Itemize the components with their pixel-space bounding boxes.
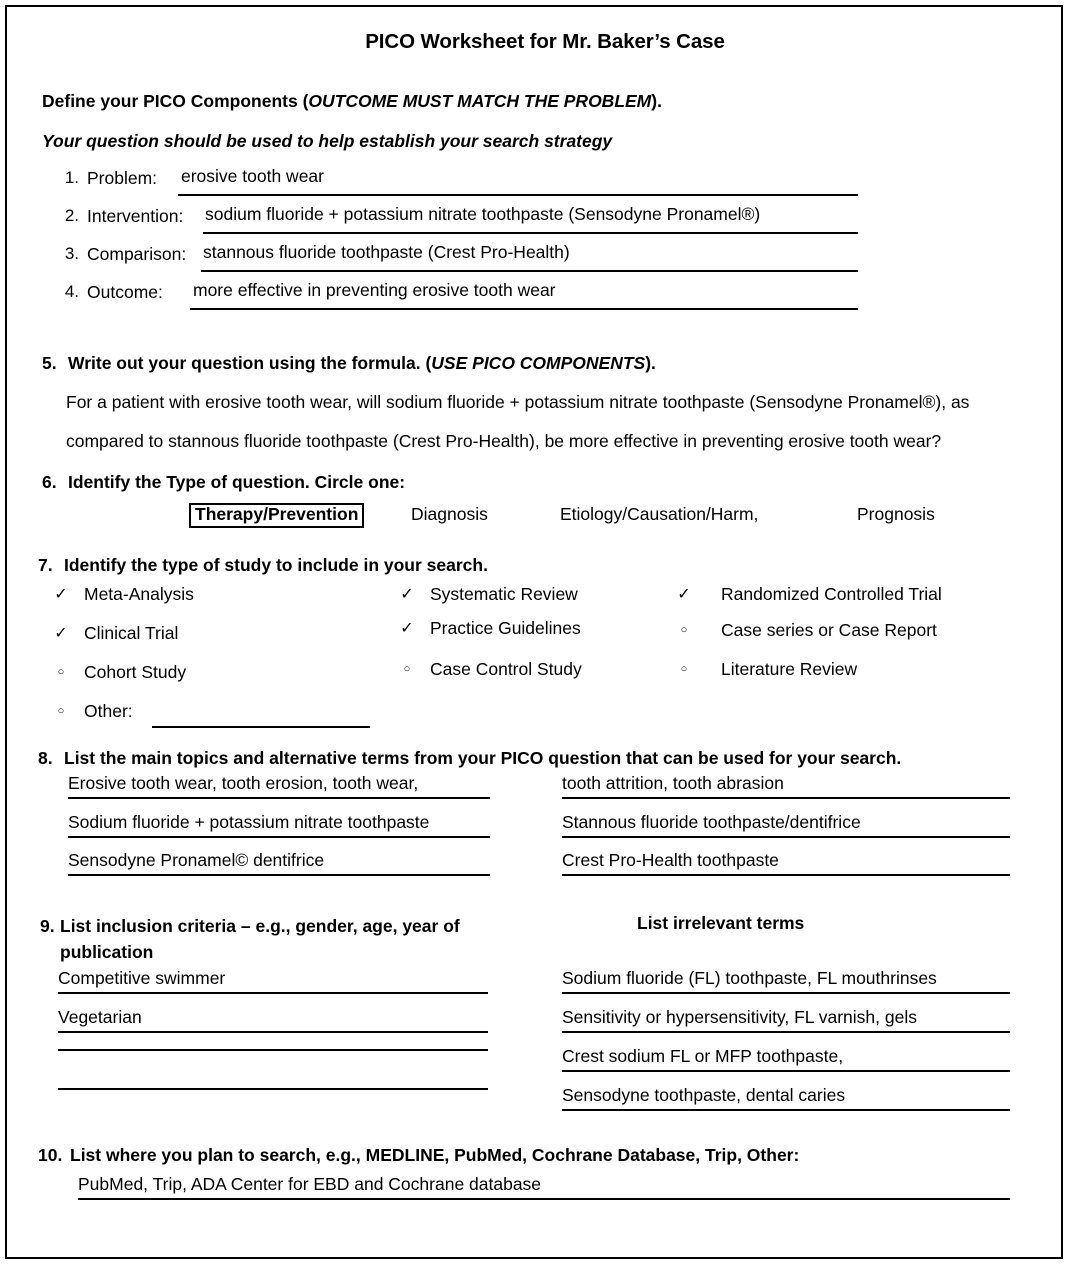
pico-value-problem: erosive tooth wear (181, 166, 324, 186)
question-7-number: 7. (38, 555, 53, 575)
q8-left-term-2[interactable]: Sodium fluoride + potassium nitrate toothpaste (68, 812, 490, 838)
question-7-heading (38, 555, 1080, 576)
pico-row-problem (0, 168, 1080, 206)
question-5-number: 5. (42, 353, 57, 373)
empty-circle-icon: ○ (680, 624, 688, 636)
question-6-option-prognosis[interactable]: Prognosis (857, 504, 935, 524)
pico-components-list (0, 168, 1080, 320)
q8-right-term-1[interactable]: tooth attrition, tooth abrasion (562, 773, 1010, 799)
q9-irrelevant-4[interactable]: Sensodyne toothpaste, dental caries (562, 1085, 1010, 1111)
question-6-heading-text: Identify the Type of question. Circle one: (68, 472, 406, 492)
empty-circle-icon: ○ (57, 666, 65, 678)
intro-search-strategy: Your question should be used to help establish your search strategy (42, 131, 613, 151)
checkmark-icon: ✓ (54, 586, 68, 603)
question-9-heading (40, 913, 510, 965)
q9-inclusion-1[interactable]: Competitive swimmer (58, 968, 488, 994)
pico-row-intervention (0, 206, 1080, 244)
q9-irrelevant-1[interactable]: Sodium fluoride (FL) toothpaste, FL mouthrinses (562, 968, 1010, 994)
pico-field-comparison[interactable] (201, 244, 858, 272)
checkmark-icon: ✓ (400, 620, 414, 637)
q7-label-case-series: Case series or Case Report (721, 620, 937, 640)
question-7-heading-text: Identify the type of study to include in your search. (64, 555, 488, 575)
question-9-heading-line1: List inclusion criteria – e.g., gender, age, year of (60, 916, 460, 936)
q9-inclusion-2[interactable]: Vegetarian (58, 1007, 488, 1033)
question-10-answer-block (0, 1174, 1080, 1224)
pico-label-outcome: Outcome: (87, 282, 163, 302)
checkmark-icon: ✓ (54, 625, 68, 642)
pico-label-comparison: Comparison: (87, 244, 187, 264)
empty-circle-icon: ○ (403, 663, 411, 675)
question-10-number: 10. (38, 1145, 63, 1165)
q7-label-case-control-study: Case Control Study (430, 659, 582, 679)
pico-field-problem[interactable] (178, 168, 858, 196)
pico-number: 1. (64, 168, 79, 187)
q7-label-practice-guidelines: Practice Guidelines (430, 618, 581, 638)
q8-right-term-2[interactable]: Stannous fluoride toothpaste/dentifrice (562, 812, 1010, 838)
question-8-number: 8. (38, 748, 53, 768)
page-title: PICO Worksheet for Mr. Baker’s Case (365, 30, 725, 53)
question-6-heading (42, 472, 1080, 493)
empty-circle-icon: ○ (57, 705, 65, 717)
question-8-term-grid (0, 773, 1080, 885)
pico-label-problem: Problem: (87, 168, 158, 188)
q7-label-other: Other: (84, 701, 133, 721)
q7-label-literature-review: Literature Review (721, 659, 858, 679)
pico-value-comparison: stannous fluoride toothpaste (Crest Pro-Health) (203, 242, 570, 262)
question-5-heading (42, 353, 1080, 374)
q9-inclusion-4[interactable] (58, 1085, 488, 1090)
pico-value-intervention: sodium fluoride + potassium nitrate toothpaste (Sensodyne Pronamel®) (205, 204, 761, 224)
question-9-block (0, 913, 1080, 1143)
q8-left-term-1[interactable]: Erosive tooth wear, tooth erosion, tooth wear, (68, 773, 490, 799)
q9-inclusion-3[interactable] (58, 1046, 488, 1051)
question-6-number: 6. (42, 472, 57, 492)
question-9-number: 9. (40, 916, 55, 936)
q9-irrelevant-3[interactable]: Crest sodium FL or MFP toothpaste, (562, 1046, 1010, 1072)
pico-row-outcome (0, 282, 1080, 320)
question-5-heading-emphasis: USE PICO COMPONENTS (431, 353, 646, 373)
question-5-heading-tail: ). (645, 353, 656, 373)
question-10-heading (38, 1145, 1080, 1166)
q7-other-input[interactable] (152, 726, 370, 728)
question-6-option-diagnosis[interactable]: Diagnosis (411, 504, 488, 524)
empty-circle-icon: ○ (680, 663, 688, 675)
checkmark-icon: ✓ (677, 586, 691, 603)
intro-define-tail: ). (651, 91, 662, 111)
question-8-heading-text: List the main topics and alternative terms from your PICO question that can be used for your search. (64, 748, 902, 768)
intro-define-plain: Define your PICO Components ( (42, 91, 309, 111)
checkmark-icon: ✓ (400, 586, 414, 603)
pico-field-outcome[interactable] (190, 282, 858, 310)
q7-label-clinical-trial: Clinical Trial (84, 623, 179, 643)
pico-field-intervention[interactable] (203, 206, 858, 234)
q7-label-cohort-study: Cohort Study (84, 662, 187, 682)
pico-number: 2. (64, 206, 79, 225)
question-10-heading-text: List where you plan to search, e.g., MEDLINE, PubMed, Cochrane Database, Trip, Other: (70, 1145, 800, 1165)
question-9-heading-line2: publication (60, 942, 154, 962)
intro-define-emphasis: OUTCOME MUST MATCH THE PROBLEM (308, 91, 652, 111)
pico-number: 3. (64, 244, 79, 263)
q8-right-term-3[interactable]: Crest Pro-Health toothpaste (562, 850, 1010, 876)
q7-label-randomized-controlled-trial: Randomized Controlled Trial (721, 584, 942, 604)
question-5-heading-plain: Write out your question using the formula. ( (68, 353, 432, 373)
question-9-right-heading: List irrelevant terms (637, 913, 805, 933)
q8-left-term-3[interactable]: Sensodyne Pronamel© dentifrice (68, 850, 490, 876)
q7-label-systematic-review: Systematic Review (430, 584, 578, 604)
pico-row-comparison (0, 244, 1080, 282)
question-6-option-therapy-prevention[interactable]: Therapy/Prevention (189, 503, 364, 528)
question-8-heading (38, 748, 1080, 769)
pico-value-outcome: more effective in preventing erosive tooth wear (193, 280, 556, 300)
question-6-option-etiology[interactable]: Etiology/Causation/Harm, (560, 504, 759, 524)
question-5-answer[interactable]: For a patient with erosive tooth wear, will sodium fluoride + potassium nitrate toothpaste (Sensodyne Pronamel®), as compared to stannous fluoride toothpaste (Crest Pro-Health), be more effective in preventing erosive tooth wear? (66, 392, 970, 451)
q7-label-meta-analysis: Meta-Analysis (84, 584, 194, 604)
question-6-options (0, 504, 1080, 540)
question-7-study-type-grid (0, 582, 1080, 734)
q9-irrelevant-2[interactable]: Sensitivity or hypersensitivity, FL varnish, gels (562, 1007, 1010, 1033)
pico-label-intervention: Intervention: (87, 206, 184, 226)
intro-define-components (42, 91, 1080, 112)
q10-answer-field[interactable]: PubMed, Trip, ADA Center for EBD and Cochrane database (78, 1174, 1010, 1200)
pico-number: 4. (64, 282, 79, 301)
